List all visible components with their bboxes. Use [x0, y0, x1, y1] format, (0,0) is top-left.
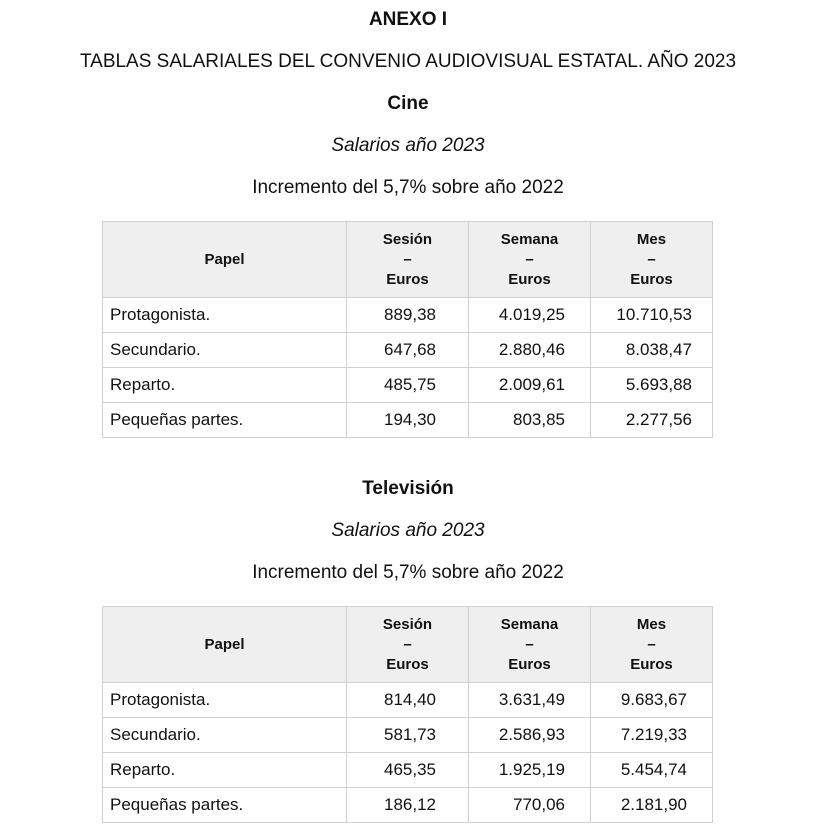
cell-semana: 770,06 — [469, 788, 591, 823]
header-sesion: Sesión – Euros — [347, 607, 469, 683]
table-row — [103, 753, 713, 788]
header-papel: Papel — [103, 222, 347, 298]
table-row — [103, 683, 713, 718]
cell-mes: 9.683,67 — [591, 683, 713, 718]
annex-heading: ANEXO I — [368, 9, 448, 30]
cell-papel: Protagonista. — [103, 683, 347, 718]
cell-sesion: 194,30 — [347, 403, 469, 438]
cell-semana: 4.019,25 — [469, 298, 591, 333]
cell-mes: 2.277,56 — [591, 403, 713, 438]
header-mes: Mes – Euros — [591, 607, 713, 683]
cell-papel: Protagonista. — [103, 298, 347, 333]
cell-semana: 2.880,46 — [469, 333, 591, 368]
cell-sesion: 465,35 — [347, 753, 469, 788]
cell-semana: 2.009,61 — [469, 368, 591, 403]
section-subtitle: Salarios año 2023 — [331, 135, 485, 156]
document-title: TABLAS SALARIALES DEL CONVENIO AUDIOVISUAL ESTATAL. AÑO 2023 — [79, 51, 737, 72]
cell-sesion: 485,75 — [347, 368, 469, 403]
table-header-row — [103, 222, 713, 298]
cell-semana: 1.925,19 — [469, 753, 591, 788]
cell-mes: 5.454,74 — [591, 753, 713, 788]
table-row — [103, 718, 713, 753]
cell-papel: Secundario. — [103, 718, 347, 753]
header-semana: Semana – Euros — [469, 607, 591, 683]
cell-papel: Secundario. — [103, 333, 347, 368]
table-row — [103, 298, 713, 333]
cell-papel: Pequeñas partes. — [103, 788, 347, 823]
salary-table — [102, 606, 713, 823]
cell-mes: 7.219,33 — [591, 718, 713, 753]
section-subtitle: Salarios año 2023 — [331, 520, 485, 541]
cell-papel: Pequeñas partes. — [103, 403, 347, 438]
header-papel: Papel — [103, 607, 347, 683]
section-heading: Cine — [387, 93, 429, 114]
cell-mes: 10.710,53 — [591, 298, 713, 333]
salary-table — [102, 221, 713, 438]
section-heading: Televisión — [362, 478, 454, 499]
table-row — [103, 788, 713, 823]
header-semana: Semana – Euros — [469, 222, 591, 298]
cell-mes: 8.038,47 — [591, 333, 713, 368]
section-increment: Incremento del 5,7% sobre año 2022 — [252, 177, 564, 198]
table-row — [103, 403, 713, 438]
cell-semana: 803,85 — [469, 403, 591, 438]
cell-sesion: 889,38 — [347, 298, 469, 333]
table-row — [103, 368, 713, 403]
cell-papel: Reparto. — [103, 368, 347, 403]
header-mes: Mes – Euros — [591, 222, 713, 298]
cell-sesion: 647,68 — [347, 333, 469, 368]
section-increment: Incremento del 5,7% sobre año 2022 — [252, 562, 564, 583]
cell-semana: 2.586,93 — [469, 718, 591, 753]
table-row — [103, 333, 713, 368]
header-sesion: Sesión – Euros — [347, 222, 469, 298]
cell-semana: 3.631,49 — [469, 683, 591, 718]
cell-mes: 5.693,88 — [591, 368, 713, 403]
cell-papel: Reparto. — [103, 753, 347, 788]
cell-mes: 2.181,90 — [591, 788, 713, 823]
table-header-row — [103, 607, 713, 683]
cell-sesion: 814,40 — [347, 683, 469, 718]
cell-sesion: 581,73 — [347, 718, 469, 753]
cell-sesion: 186,12 — [347, 788, 469, 823]
